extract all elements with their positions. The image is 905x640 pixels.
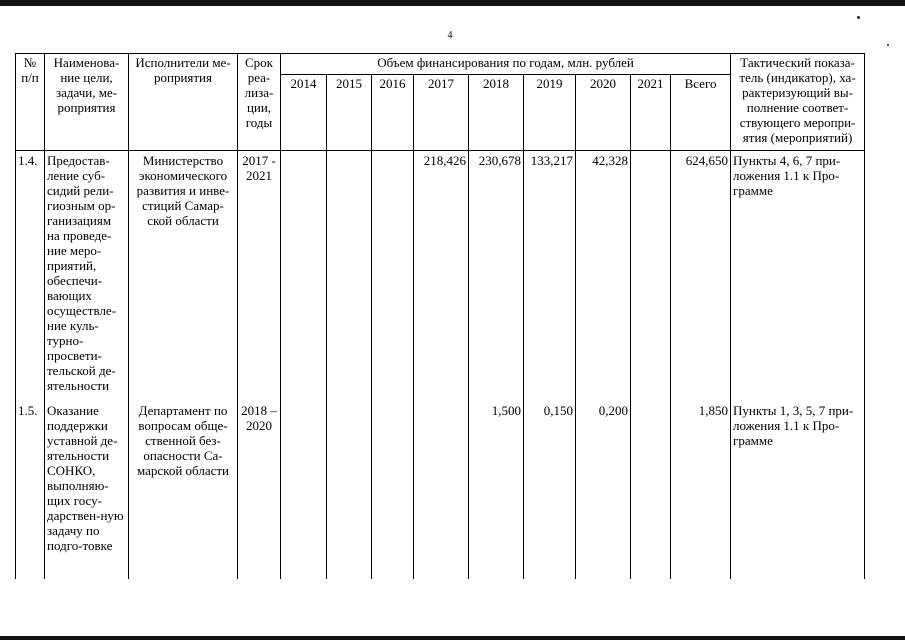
row-name: Предостав-ление суб-сидий рели-гиозным ор-ганизациям на проведе-ние меро-приятий, обеспечи-вающих осуществле-ние куль-турно-просвети-тельской де-ятельности (45, 151, 129, 401)
row-number: 1.4. (16, 151, 45, 401)
value-2020: 42,328 (576, 151, 631, 401)
value-2017: 218,426 (414, 151, 469, 401)
table-row (16, 151, 865, 401)
value-2015 (327, 401, 372, 579)
header-total: Всего (671, 75, 731, 151)
row-term: 2017 - 2021 (238, 151, 281, 401)
header-year-2017: 2017 (414, 75, 469, 151)
header-year-2015: 2015 (327, 75, 372, 151)
value-2019: 133,217 (524, 151, 576, 401)
row-executor: Департамент по вопросам обще-ственной без-опасности Са-марской области (129, 401, 238, 579)
header-year-2021: 2021 (631, 75, 671, 151)
header-term: Срок реа-лиза-ции, годы (238, 54, 281, 151)
row-indicator: Пункты 4, 6, 7 при-ложения 1.1 к Про-грамме (731, 151, 865, 401)
scan-speck (857, 16, 860, 19)
value-2021 (631, 151, 671, 401)
funding-table (15, 53, 865, 579)
value-2017 (414, 401, 469, 579)
row-executor: Министерство экономического развития и инве-стиций Самар-ской области (129, 151, 238, 401)
header-year-2016: 2016 (372, 75, 414, 151)
value-2015 (327, 151, 372, 401)
header-funding-group: Объем финансирования по годам, млн. рублей (281, 54, 731, 75)
header-name: Наименова-ние цели, задачи, ме-роприятия (45, 54, 129, 151)
scan-top-edge (0, 0, 905, 6)
row-indicator: Пункты 1, 3, 5, 7 при-ложения 1.1 к Про-грамме (731, 401, 865, 579)
row-number: 1.5. (16, 401, 45, 579)
header-executor: Исполнители ме-роприятия (129, 54, 238, 151)
header-indicator: Тактический показа-тель (индикатор), ха-рактеризующий вы-полнение соответ-ствующего меропри-ятия (мероприятий) (731, 54, 865, 151)
value-total: 1,850 (671, 401, 731, 579)
value-2019: 0,150 (524, 401, 576, 579)
header-no: № п/п (16, 54, 45, 151)
value-2014 (281, 151, 327, 401)
header-year-2019: 2019 (524, 75, 576, 151)
header-year-2018: 2018 (469, 75, 524, 151)
value-2014 (281, 401, 327, 579)
value-2018: 230,678 (469, 151, 524, 401)
table-row (16, 401, 865, 579)
header-year-2020: 2020 (576, 75, 631, 151)
value-total: 624,650 (671, 151, 731, 401)
value-2018: 1,500 (469, 401, 524, 579)
scan-bottom-edge (0, 636, 905, 640)
value-2020: 0,200 (576, 401, 631, 579)
value-2016 (372, 401, 414, 579)
page-number: 4 (447, 30, 453, 41)
scan-speck (887, 44, 889, 46)
row-term: 2018 – 2020 (238, 401, 281, 579)
value-2016 (372, 151, 414, 401)
header-year-2014: 2014 (281, 75, 327, 151)
row-name: Оказание поддержки уставной де-ятельности СОНКО, выполняю-щих госу-дарствен-ную задачу по подго-товке (45, 401, 129, 579)
value-2021 (631, 401, 671, 579)
